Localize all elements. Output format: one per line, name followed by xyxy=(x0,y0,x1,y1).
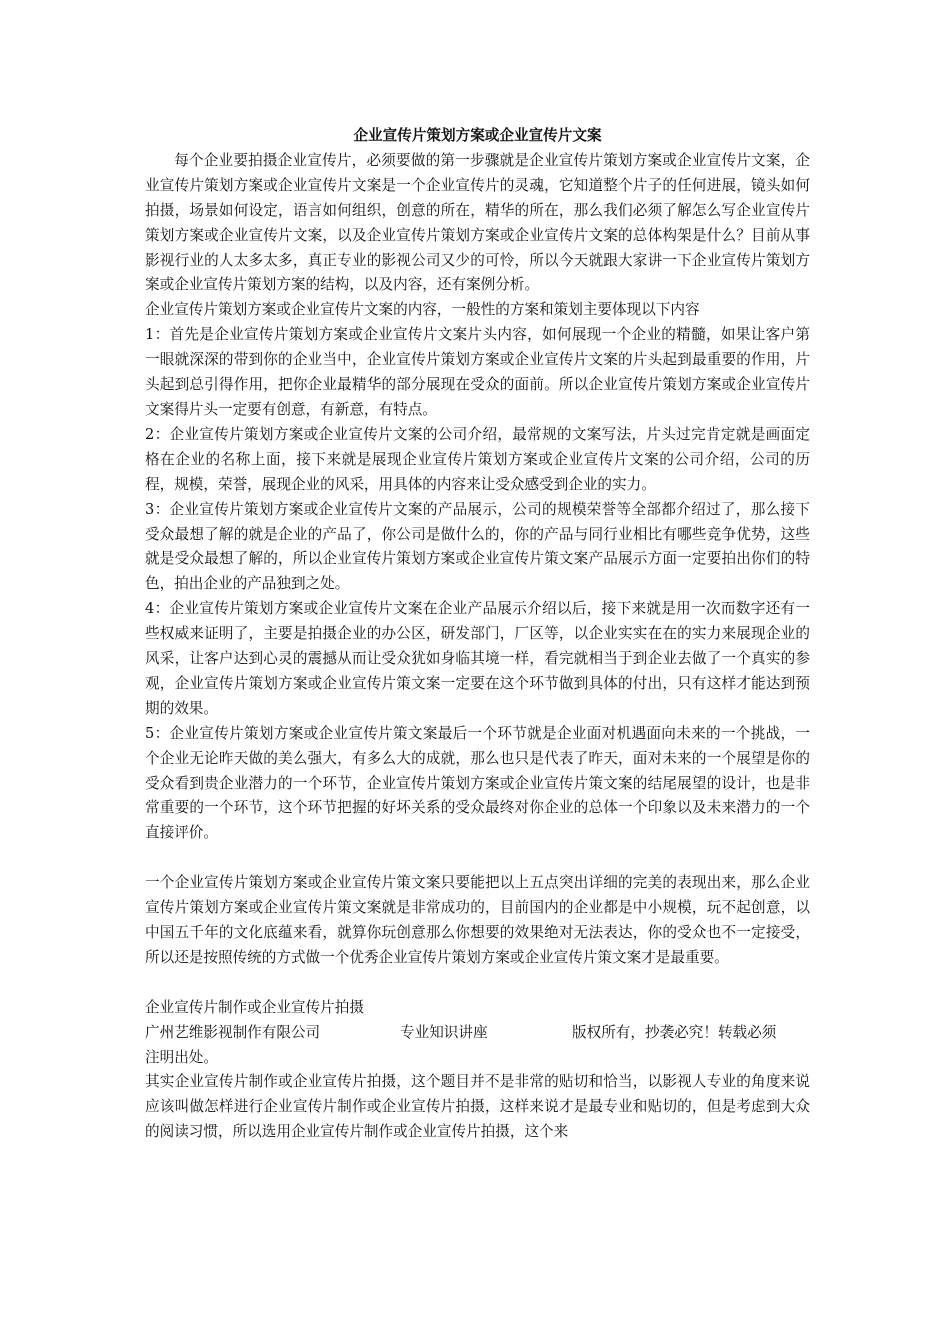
credit-copyright-continuation: 注明出处。 xyxy=(145,1048,218,1066)
point-4-paragraph: 4：企业宣传片策划方案或企业宣传片文案在企业产品展示介绍以后，接下来就是用一次而数字还有一些权威来证明了，主要是拍摄企业的办公区，研发部门，厂区等，以企业实实在在的实力来展现企业的风采，让客户达到心灵的震撼从而让受众犹如身临其境一样，看完就相当于到企业去做了一个真实的参观，企业宣传片策划方案或企业宣传片策文案一定要在这个环节做到具体的付出，只有这样才能达到预期的效果。 xyxy=(145,600,810,717)
blank-line xyxy=(145,846,810,871)
credit-copyright: 版权所有，抄袭必究！转载必须 xyxy=(572,1023,777,1041)
document-page xyxy=(145,124,810,1145)
point-1-paragraph: 1：首先是企业宣传片策划方案或企业宣传片文案片头内容，如何展现一个企业的精髓，如果让客户第一眼就深深的带到你的企业当中，企业宣传片策划方案或企业宣传片文案的片头起到最重要的作用，片头起到总引得作用，把你企业最精华的部分展现在受众的面前。所以企业宣传片策划方案或企业宣传片文案得片头一定要有创意，有新意，有特点。 xyxy=(145,326,810,418)
intro-paragraph: 每个企业要拍摄企业宣传片，必须要做的第一步骤就是企业宣传片策划方案或企业宣传片文案，企业宣传片策划方案或企业宣传片文案是一个企业宣传片的灵魂，它知道整个片子的任何进展，镜头如何拍摄，场景如何设定，语言如何组织，创意的所在，精华的所在，那么我们必须了解怎么写企业宣传片策划方案或企业宣传片文案，以及企业宣传片策划方案或企业宣传片文案的总体构架是什么？目前从事影视行业的人太多太多，真正专业的影视公司又少的可怜，所以今天就跟大家讲一下企业宣传片策划方案或企业宣传片策划方案的结构，以及内容，还有案例分析。 xyxy=(145,151,810,294)
section2-title: 企业宣传片制作或企业宣传片拍摄 xyxy=(145,998,364,1016)
credit-company: 广州艺维影视制作有限公司 xyxy=(145,1023,321,1041)
point-5-paragraph: 5：企业宣传片策划方案或企业宣传片策文案最后一个环节就是企业面对机遇面向未来的一个挑战，一个企业无论昨天做的美么强大，有多么大的成就，那么也只是代表了昨天，面对未来的一个展望是你的受众看到贵企业潜力的一个环节，企业宣传片策划方案或企业宣传片策文案的结尾展望的设计，也是非常重要的一个环节，这个环节把握的好坏关系的受众最终对你企业的总体一个印象以及未来潜力的一个直接评价。 xyxy=(145,724,810,842)
summary-paragraph: 一个企业宣传片策划方案或企业宣传片策文案只要能把以上五点突出详细的完美的表现出来，那么企业宣传片策划方案或企业宣传片策文案就是非常成功的，目前国内的企业都是中小规模，玩不起创意，以中国五千年的文化底蕴来看，就算你玩创意那么你想要的效果绝对无法表达，你的受众也不一定接受，所以还是按照传统的方式做一个优秀企业宣传片策划方案或企业宣传片策文案才是最重要。 xyxy=(145,874,810,966)
section2-body-paragraph: 其实企业宣传片制作或企业宣传片拍摄，这个题目并不是非常的贴切和恰当，以影视人专业的角度来说应该叫做怎样进行企业宣传片制作或企业宣传片拍摄，这样来说才是最专业和贴切的，但是考虑到大众的阅读习惯，所以选用企业宣传片制作或企业宣传片拍摄，这个来 xyxy=(145,1073,810,1141)
document-title: 企业宣传片策划方案或企业宣传片文案 xyxy=(353,127,602,144)
point-3-paragraph: 3：企业宣传片策划方案或企业宣传片文案的产品展示，公司的规模荣誉等全部都介绍过了，那么接下受众最想了解的就是企业的产品了，你公司是做什么的，你的产品与同行业相比有哪些竞争优势，这些就是受众最想了解的，所以企业宣传片策划方案或企业宣传片策文案产品展示方面一定要拍出你们的特色，拍出企业的产品独到之处。 xyxy=(145,500,810,593)
point-2-paragraph: 2：企业宣传片策划方案或企业宣传片文案的公司介绍，最常规的文案写法，片头过完肯定就是画面定格在企业的名称上面，接下来就是展现企业宣传片策划方案或企业宣传片文案的公司介绍，公司的历程，规模，荣誉，展现企业的风采，用具体的内容来让受众感受到企业的实力。 xyxy=(145,425,810,493)
credit-line xyxy=(145,1021,810,1046)
blank-line xyxy=(145,971,810,996)
content-intro-paragraph: 企业宣传片策划方案或企业宣传片文案的内容，一般性的方案和策划主要体现以下内容 xyxy=(145,301,700,319)
credit-column: 专业知识讲座 xyxy=(400,1023,488,1041)
